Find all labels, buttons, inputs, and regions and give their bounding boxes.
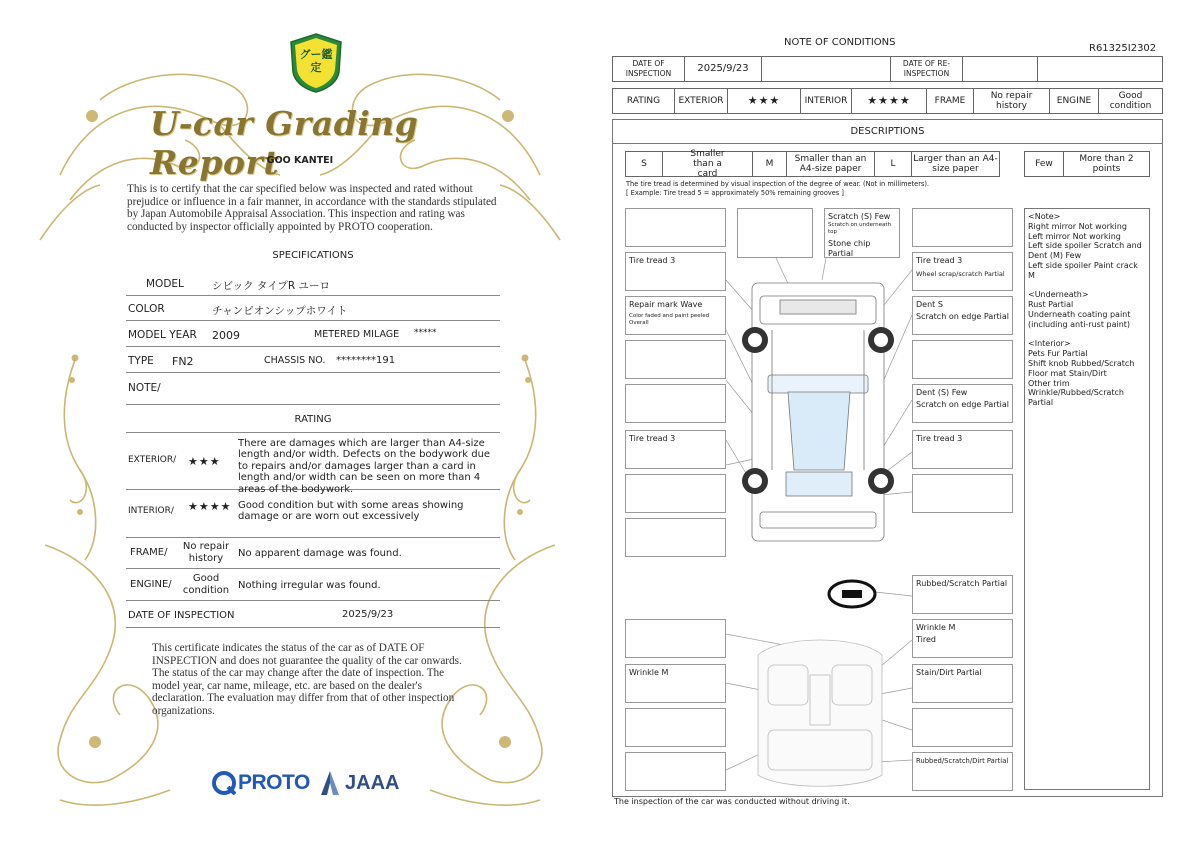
spec-row-note bbox=[126, 373, 500, 405]
color-value: チャンピオンシップホワイト bbox=[212, 305, 348, 317]
box-right-1 bbox=[912, 252, 1013, 291]
box-left-6 bbox=[625, 474, 726, 513]
note-line bbox=[1028, 281, 1146, 291]
note-line: Pets Fur Partial bbox=[1028, 349, 1088, 359]
goo-kantei-badge bbox=[289, 32, 343, 94]
frame-label: FRAME bbox=[926, 88, 974, 114]
spec-row-year bbox=[126, 321, 500, 347]
interior-stars: ★★★★ bbox=[188, 500, 232, 513]
engine-value: Good condition bbox=[182, 573, 230, 596]
model-value: シビック タイプR ユーロ bbox=[212, 280, 331, 292]
rating-row-engine bbox=[126, 569, 500, 601]
jaaa-logo-text: JAAA bbox=[345, 771, 400, 794]
legend-s: S bbox=[625, 151, 663, 177]
rating-row-interior bbox=[126, 490, 500, 538]
box-left-5-text: Tire tread 3 bbox=[629, 434, 676, 443]
engine-label: ENGINE/ bbox=[130, 579, 172, 590]
chassis-value: ********191 bbox=[336, 355, 396, 366]
box-int-right-1 bbox=[912, 664, 1013, 703]
box-top-1 bbox=[824, 208, 900, 258]
certificate-footer-text: This certificate indicates the status of the car as of DATE OF INSPECTION and does not guarantee the quality of the car onwards. The status of the car may change after the date of inspection. The model year, car name, mileage, etc. are based on the dealer's declaration. The evaluation may differ from that of other inspection organizations. bbox=[152, 642, 462, 717]
box-wheel-text: Rubbed/Scratch Partial bbox=[916, 579, 1008, 588]
model-year-value: 2009 bbox=[212, 329, 240, 342]
spec-row-type bbox=[126, 347, 500, 373]
box-int-left-1 bbox=[625, 664, 726, 703]
interior-label: INTERIOR bbox=[800, 88, 852, 114]
box-top-0 bbox=[737, 208, 813, 258]
interior-description: Good condition but with some areas showing damage or are worn out excessively bbox=[238, 500, 464, 523]
tire-note-1: The tire tread is determined by visual inspection of the degree of wear. (Not in millimeters). bbox=[626, 180, 930, 188]
box-right-5-text: Tire tread 3 bbox=[916, 434, 963, 443]
chassis-label: CHASSIS NO. bbox=[264, 355, 326, 366]
note-line: Other trim bbox=[1028, 378, 1070, 388]
box-top-1-text2: Stone chip Partial bbox=[828, 239, 871, 258]
jaaa-logo-icon bbox=[319, 770, 341, 796]
proto-logo-icon bbox=[212, 771, 236, 795]
box-int-right-2 bbox=[912, 708, 1013, 747]
box-left-2-sub: Color faded and paint peeled Overall bbox=[629, 313, 710, 326]
box-int-right-3-text: Rubbed/Scratch/Dirt Partial bbox=[916, 757, 1009, 765]
note-label: NOTE/ bbox=[128, 382, 161, 394]
box-left-1 bbox=[625, 252, 726, 291]
sheet-footer: The inspection of the car was conducted without driving it. bbox=[614, 797, 850, 806]
box-right-4-text: Dent (S) Few bbox=[916, 388, 968, 397]
box-int-right-0 bbox=[912, 619, 1013, 658]
frame-value: No repair history bbox=[182, 541, 230, 564]
legend-m-desc: Smaller than an A4-size paper bbox=[786, 151, 875, 177]
legend-l-desc: Larger than an A4-size paper bbox=[911, 151, 1000, 177]
date-of-inspection-label: DATE OF INSPECTION bbox=[612, 56, 685, 82]
box-int-left-0 bbox=[625, 619, 726, 658]
box-top-1-text: Scratch (S) Few bbox=[828, 212, 891, 221]
box-right-5 bbox=[912, 430, 1013, 469]
exterior-stars: ★★★ bbox=[727, 88, 801, 114]
box-int-right-1-text: Stain/Dirt Partial bbox=[916, 668, 982, 677]
notes-list bbox=[1028, 212, 1146, 408]
exterior-description: There are damages which are larger than A4-size length and/or width. Defects on the bodywork due to repairs and/or damages larger than a card in length and/or width can be seen on more than 4 areas of the bodywork. bbox=[238, 438, 491, 495]
box-right-2-text: Dent S bbox=[916, 300, 943, 309]
box-left-0 bbox=[625, 208, 726, 247]
note-line: Left mirror Not working bbox=[1028, 231, 1121, 241]
box-right-3 bbox=[912, 340, 1013, 379]
note-line: <Interior> bbox=[1028, 339, 1071, 349]
legend-l: L bbox=[874, 151, 912, 177]
jaaa-logo bbox=[319, 768, 399, 798]
rating-row-date bbox=[126, 601, 500, 628]
box-right-1-sub: Wheel scrap/scratch Partial bbox=[916, 270, 1005, 278]
spec-row-model bbox=[126, 270, 500, 296]
note-line: Floor mat Stain/Dirt bbox=[1028, 368, 1107, 378]
date-of-inspection-value: 2025/9/23 bbox=[684, 56, 762, 82]
rating-label: RATING bbox=[612, 88, 675, 114]
mileage-value: ***** bbox=[414, 328, 437, 338]
box-left-7 bbox=[625, 518, 726, 557]
note-line: Rust Partial bbox=[1028, 300, 1074, 310]
engine-value: Good condition bbox=[1098, 88, 1163, 114]
reference-number: R61325I2302 bbox=[1089, 43, 1157, 54]
box-left-5 bbox=[625, 430, 726, 469]
report-title: U-car Grading Report bbox=[150, 104, 419, 182]
model-label: MODEL bbox=[146, 278, 184, 290]
legend-few-desc: More than 2 points bbox=[1063, 151, 1150, 177]
note-line: <Note> bbox=[1028, 212, 1061, 221]
note-line: Left side spoiler Paint crack M bbox=[1028, 260, 1138, 280]
steering-wheel-icon bbox=[829, 581, 875, 607]
box-int-right-0-text: Wrinkle M bbox=[916, 623, 956, 632]
note-line: <Underneath> bbox=[1028, 290, 1089, 300]
box-int-left-3 bbox=[625, 752, 726, 791]
exterior-label: EXTERIOR/ bbox=[128, 455, 177, 465]
note-of-conditions-sheet bbox=[600, 0, 1200, 848]
notes-panel bbox=[1024, 208, 1150, 790]
box-left-1-text: Tire tread 3 bbox=[629, 256, 676, 265]
date-of-inspection-label: DATE OF INSPECTION bbox=[128, 610, 235, 621]
engine-label: ENGINE bbox=[1049, 88, 1099, 114]
box-int-right-3 bbox=[912, 752, 1013, 791]
box-right-4-sub: Scratch on edge Partial bbox=[916, 400, 1010, 409]
frame-value: No repair history bbox=[973, 88, 1050, 114]
engine-description: Nothing irregular was found. bbox=[238, 580, 381, 591]
box-right-4 bbox=[912, 384, 1013, 423]
box-top-1-sub: Scratch on underneath top bbox=[828, 222, 892, 235]
box-left-2-text: Repair mark Wave bbox=[629, 300, 703, 309]
box-right-6 bbox=[912, 474, 1013, 513]
box-right-2-sub: Scratch on edge Partial bbox=[916, 312, 1010, 321]
box-right-2 bbox=[912, 296, 1013, 335]
rating-row-frame bbox=[126, 538, 500, 569]
type-label: TYPE bbox=[128, 355, 154, 367]
model-year-label: MODEL YEAR bbox=[128, 329, 197, 341]
tire-note-2: [ Example: Tire tread 5 = approximately 50% remaining grooves ] bbox=[626, 189, 844, 197]
proto-logo-text: PROTO bbox=[238, 771, 310, 794]
spec-row-color bbox=[126, 296, 500, 321]
date-of-inspection-value: 2025/9/23 bbox=[342, 609, 394, 620]
note-line: Shift knob Rubbed/Scratch bbox=[1028, 358, 1135, 368]
legend-s-desc: Smaller than a card bbox=[662, 151, 753, 177]
report-subtitle: GOO KANTEI bbox=[266, 155, 334, 166]
specs-heading: SPECIFICATIONS bbox=[272, 250, 354, 261]
box-left-3 bbox=[625, 340, 726, 379]
color-label: COLOR bbox=[128, 303, 165, 315]
box-wheel bbox=[912, 575, 1013, 614]
box-int-left-2 bbox=[625, 708, 726, 747]
exterior-label: EXTERIOR bbox=[674, 88, 728, 114]
descriptions-heading: DESCRIPTIONS bbox=[612, 119, 1163, 144]
box-right-1-text: Tire tread 3 bbox=[916, 256, 963, 265]
box-int-left-1-text: Wrinkle M bbox=[629, 668, 669, 677]
reinspection-label: DATE OF RE-INSPECTION bbox=[890, 56, 963, 82]
note-line: Wrinkle/Rubbed/Scratch Partial bbox=[1028, 388, 1124, 408]
exterior-stars: ★★★ bbox=[188, 455, 221, 468]
interior-label: INTERIOR/ bbox=[128, 506, 174, 516]
note-line: Right mirror Not working bbox=[1028, 221, 1127, 231]
frame-description: No apparent damage was found. bbox=[238, 548, 402, 559]
certification-text: This is to certify that the car specified below was inspected and rated without prejudice or influence in a fair manner, in accordance with the standards stipulated by Japan Automobile Appraisal Association. This inspection and rating was conducted by inspector officially appointed by PROTO cooperation. bbox=[127, 183, 497, 233]
rating-row-exterior bbox=[126, 434, 500, 495]
note-line: Underneath coating paint (including anti-rust paint) bbox=[1028, 309, 1131, 329]
box-int-right-0-sub: Tired bbox=[916, 635, 936, 644]
legend-m: M bbox=[752, 151, 787, 177]
box-left-2 bbox=[625, 296, 726, 335]
rating-heading: RATING bbox=[126, 414, 500, 433]
note-line bbox=[1028, 330, 1146, 340]
sheet-heading: NOTE OF CONDITIONS bbox=[784, 37, 896, 48]
type-value: FN2 bbox=[172, 355, 194, 368]
badge-text: グー鑑定 bbox=[299, 48, 333, 74]
frame-label: FRAME/ bbox=[130, 547, 168, 558]
proto-logo bbox=[212, 768, 310, 798]
box-left-4 bbox=[625, 384, 726, 423]
interior-stars: ★★★★ bbox=[851, 88, 927, 114]
box-right-0 bbox=[912, 208, 1013, 247]
mileage-label: METERED MILAGE bbox=[314, 329, 400, 340]
note-line: Left side spoiler Scratch and Dent (M) Few bbox=[1028, 241, 1142, 261]
legend-few: Few bbox=[1024, 151, 1064, 177]
